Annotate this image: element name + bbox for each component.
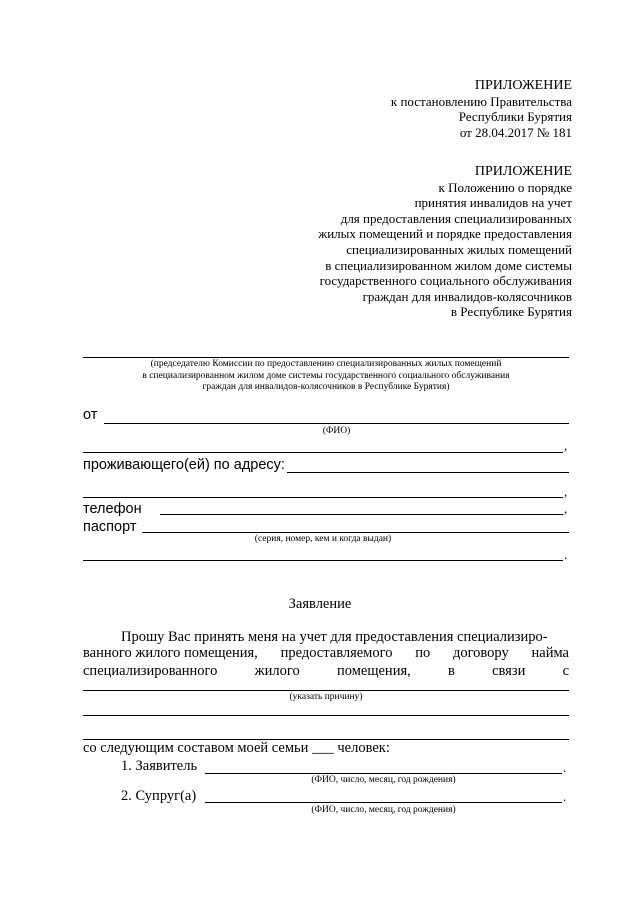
paragraph-word: найма bbox=[531, 645, 569, 661]
paragraph-word: ванного жилого помещения, bbox=[83, 645, 258, 661]
statement-title: Заявление bbox=[288, 596, 352, 612]
period: . bbox=[563, 760, 567, 775]
header-appendix-1-title: ПРИЛОЖЕНИЕ bbox=[474, 78, 572, 93]
member-1-field[interactable] bbox=[205, 773, 562, 774]
paragraph-word: по bbox=[415, 645, 431, 661]
member-2-label: 2. Супруг(а) bbox=[121, 788, 197, 804]
passport-continuation-field[interactable] bbox=[83, 560, 563, 561]
period: . bbox=[564, 547, 568, 562]
reason-continuation-field[interactable] bbox=[83, 715, 569, 716]
fio-caption: (ФИО) bbox=[322, 426, 351, 436]
member-2-field[interactable] bbox=[205, 802, 562, 803]
passport-field[interactable] bbox=[142, 532, 569, 533]
header-appendix-2-line: государственного социального обслуживания bbox=[319, 273, 572, 289]
header-appendix-2-line: в Республике Бурятия bbox=[450, 304, 572, 320]
reason-field[interactable] bbox=[83, 690, 569, 691]
header-appendix-1-line: Республики Бурятия bbox=[458, 109, 572, 125]
header-appendix-2-title: ПРИЛОЖЕНИЕ bbox=[474, 164, 572, 179]
comma: , bbox=[564, 484, 568, 499]
address-label: проживающего(ей) по адресу: bbox=[83, 457, 285, 473]
paragraph-word: специализированного bbox=[83, 663, 218, 679]
recipient-caption-line: (председателю Комиссии по предоставлению специализированных жилых помещений bbox=[150, 359, 502, 369]
member-1-label: 1. Заявитель bbox=[121, 758, 198, 774]
header-appendix-1 bbox=[391, 78, 572, 140]
header-appendix-1-line: к постановлению Правительства bbox=[390, 93, 572, 109]
passport-label: паспорт bbox=[83, 519, 137, 535]
statement-paragraph-line-3 bbox=[83, 663, 569, 680]
header-appendix-2-line: к Положению о порядке bbox=[438, 179, 572, 195]
paragraph-word: с bbox=[562, 663, 569, 679]
recipient-caption-line: граждан для инвалидов-колясочников в Республике Бурятия) bbox=[202, 382, 450, 392]
paragraph-word: помещения, bbox=[336, 663, 411, 679]
comma: , bbox=[564, 501, 568, 516]
header-appendix-2-line: в специализированном жилом доме системы bbox=[325, 257, 572, 273]
header-appendix-2 bbox=[318, 164, 572, 320]
family-text: со следующим составом моей семьи ___ человек: bbox=[83, 740, 390, 756]
recipient-line[interactable] bbox=[83, 357, 569, 358]
fio-continuation-field[interactable] bbox=[83, 452, 563, 453]
period: . bbox=[563, 789, 567, 804]
phone-label: телефон bbox=[83, 501, 142, 517]
header-appendix-2-line: жилых помещений и порядке предоставления bbox=[318, 226, 572, 242]
member-2-caption: (ФИО, число, месяц, год рождения) bbox=[311, 805, 456, 815]
paragraph-word: предоставляемого bbox=[280, 645, 393, 661]
paragraph-word: жилого bbox=[254, 663, 300, 679]
member-1-caption: (ФИО, число, месяц, год рождения) bbox=[311, 775, 456, 785]
header-appendix-2-line: принятия инвалидов на учет bbox=[414, 195, 572, 211]
header-appendix-2-line: граждан для инвалидов-колясочников bbox=[362, 288, 572, 304]
paragraph-word: связи bbox=[492, 663, 526, 679]
phone-field[interactable] bbox=[160, 514, 563, 515]
statement-paragraph-line-1: Прошу Вас принять меня на учет для предоставления специализиро- bbox=[121, 629, 548, 645]
recipient-caption-line: в специализированном жилом доме системы государственного социального обслуживания bbox=[142, 370, 510, 381]
statement-paragraph-line-2 bbox=[83, 645, 569, 662]
reason-caption: (указать причину) bbox=[289, 692, 363, 702]
paragraph-word: в bbox=[447, 663, 455, 679]
paragraph-word: договору bbox=[452, 645, 509, 661]
header-appendix-1-line: от 28.04.2017 № 181 bbox=[459, 124, 572, 140]
address-continuation-field[interactable] bbox=[83, 497, 563, 498]
header-appendix-2-line: специализированных жилых помещений bbox=[346, 241, 572, 257]
fio-field[interactable] bbox=[104, 423, 569, 424]
recipient-caption bbox=[83, 359, 569, 394]
passport-caption: (серия, номер, кем и когда выдан) bbox=[254, 534, 392, 544]
address-field[interactable] bbox=[287, 472, 569, 473]
from-label: от bbox=[83, 407, 98, 423]
comma: , bbox=[564, 438, 568, 453]
header-appendix-2-line: для предоставления специализированных bbox=[340, 210, 572, 226]
